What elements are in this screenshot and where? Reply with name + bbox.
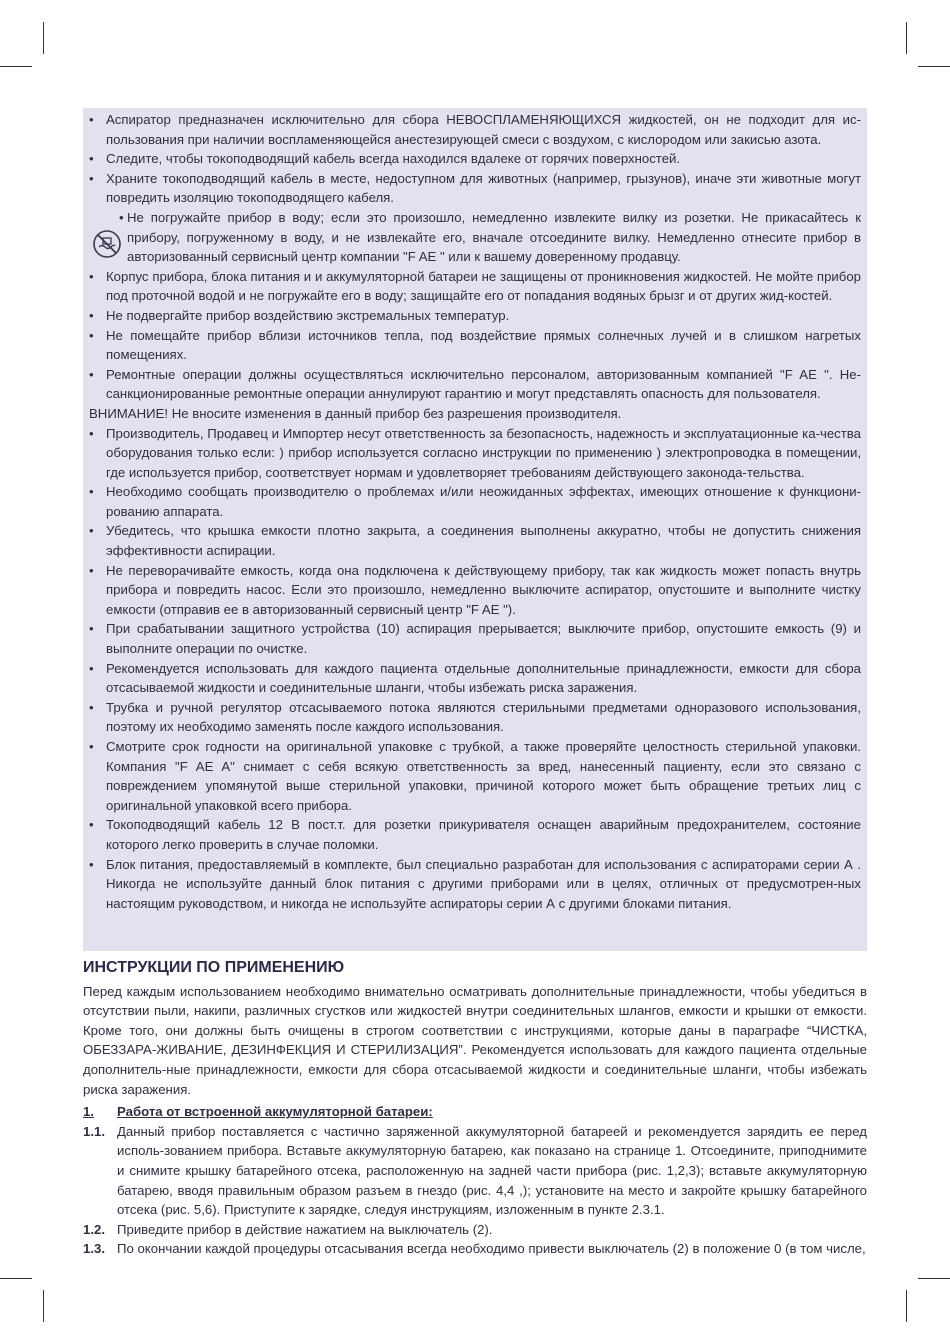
warning-item: • Не помещайте прибор вблизи источников тепла, под воздействие прямых солнечных лучей и в слишком нагретых помещениях. [89,327,861,363]
warning-item: • Токоподводящий кабель 12 В пост.т. для розетки прикуривателя оснащен аварийным предохранителем, состояние которого легко проверить в случае поломки. [89,817,861,852]
section-intro: Перед каждым использованием необходимо внимательно осматривать дополнительные принадлежности, чтобы убедиться в отсутствии пыли, накипи, различных сгустков или жидкостей внутри соединительных шлангов, емкости и крышки от емкости. Кроме того, они должны быть очищены в строгом соответствии с инструкциями, которые даны в параграфе “ЧИСТКА, ОБЕЗЗАРА-ЖИВАНИЕ, ДЕЗИНФЕКЦИЯ И СТЕРИЛИЗАЦИЯ”. Рекомендуется использовать для каждого пациента отдельные дополнитель-ные принадлежности, емкости для сбора отсасываемой жидкости и соединительные шланги, чтобы избежать риска заражения. [83,983,867,1097]
warnings-box [83,108,867,951]
warning-item-water: • Не погружайте прибор в воду; если это произошло, немедленно извлеките вилку из розетки. Не прикасайтесь к прибору, погруженному в воду, и не извлекайте его, вначале отсоедините вилку. Немедленно отнесите прибор в авторизованный сервисный центр компании "F AE " или к вашему доверенному продавцу. [119,209,861,265]
crop-mark [0,66,32,67]
warning-item: • Смотрите срок годности на оригинальной упаковке с трубкой, а также проверяйте целостность стерильной упаковки. Компания "F AE A" снимает с себя всякую ответственность за вред, нанесенный пациенту, если это связано с повреждением упомянутой выше стерильной упаковки, причиной которого может быть обращение третьих лиц с оригинальной упаковкой всего прибора. [89,739,861,813]
usage-instructions-section [83,958,867,1259]
warning-item: • При срабатывании защитного устройства (10) аспирация прерывается; выключите прибор, опустошите емкость (9) и выполните операции по очистке. [89,621,861,657]
crop-mark [906,1290,907,1322]
warning-item: • Необходимо сообщать производителю о проблемах и/или неожиданных эффектах, имеющих отношение к функциони-рованию аппарата. [89,484,861,519]
warning-item: • Аспиратор предназначен исключительно для сбора НЕВОСПЛАМЕНЯЮЩИХСЯ жидкостей, он не подходит для ис-пользования при наличии воспламеняющейся анестезирующей смеси с воздухом, с кислородом или закисью азота. [89,112,861,147]
crop-mark [43,1290,44,1322]
warning-item: • Производитель, Продавец и Импортер несут ответственность за безопасность, надежность и эксплуатационные ка-чества оборудования только если: ) прибор используется согласно инструкции по применению ) электропроводка в помещении, где используется прибор, соответствует нормам и удовлетворяет требованиям действующего законода-тельства. [89,425,861,480]
step-item [83,1239,867,1259]
warning-item: • Не переворачивайте емкость, когда она подключена к действующему прибору, так как жидкость может попасть внутрь прибора и повредить насос. Если это произошло, немедленно выключите аспиратор, опустошите и выполните чистку емкости (отправив ее в авторизованный сервисный центр "F AE "). [89,562,861,617]
step-text: По окончании каждой процедуры отсасывания всегда необходимо привести выключатель (2) в положение 0 (в том числе, [117,1241,866,1257]
crop-mark [0,1278,32,1279]
section-title: ИНСТРУКЦИИ ПО ПРИМЕНЕНИЮ [83,959,345,976]
warning-item: • Следите, чтобы токоподводящий кабель всегда находился вдалеке от горячих поверхностей. [89,151,681,167]
subsection-heading [83,1102,867,1122]
warning-item: • Не подвергайте прибор воздействию экстремальных температур. [89,307,510,323]
warning-item: • Блок питания, предоставляемый в комплекте, был специально разработан для использования с аспираторами серии А . Никогда не используйте данный блок питания с другими приборами или в целях, отличных от предусмотрен-ных настоящим руководством, и никогда не используйте аспираторы серии А с другими блоками питания. [89,856,861,911]
step-number: 1.2. [83,1221,105,1237]
warning-item: • Корпус прибора, блока питания и и аккумуляторной батареи не защищены от проникновения жидкостей. Не мойте прибор под проточной водой и не погружайте его в воду; защищайте его от попадания водяных брызг и от других жид-костей. [89,268,861,304]
warning-item: • Храните токоподводящий кабель в месте, недоступном для животных (например, грызунов), иначе эти животные могут повредить изоляцию токоподводящего кабеля. [89,170,861,206]
step-text: Данный прибор поставляется с частично заряженной аккумуляторной батареей и рекомендуется зарядить ее перед исполь-зованием прибора. Вставьте аккумуляторную батарею, как показано на странице 1. Отсоедините, приподнимите и снимите крышку батарейного отсека, расположенную на задней части прибора (рис. 1,2,3); вставьте аккумуляторную батарею, вводя правильным образом разъем в гнездо (рис. 4,4 ,); установите на место и закройте крышку батарейного отсека (рис. 5,6). Приступите к зарядке, следуя инструкциям, изложенным в пункте 2.3.1. [117,1123,867,1218]
crop-mark [43,22,44,54]
warning-item: • Рекомендуется использовать для каждого пациента отдельные дополнительные принадлежности, емкости для сбора отсасываемой жидкости и соединительные шланги, чтобы избежать риска заражения. [89,660,861,696]
crop-mark [918,66,950,67]
crop-mark [906,22,907,54]
step-text: Приведите прибор в действие нажатием на выключатель (2). [117,1221,493,1237]
warning-item: • Убедитесь, что крышка емкости плотно закрыта, а соединения выполнены аккуратно, чтобы не допустить снижения эффективности аспирации. [89,523,861,559]
step-number: 1.3. [83,1241,105,1257]
subsection-number: 1. [83,1104,94,1120]
step-number: 1.1. [83,1123,105,1139]
warning-item: • Ремонтные операции должны осуществляться исключительно персоналом, авторизованным компанией "F AE ". Не-санкционированные ремонтные операции аннулируют гарантию и могут представлять опасность для пользователя. [89,366,861,402]
crop-mark [918,1278,950,1279]
warning-item: • Трубка и ручной регулятор отсасываемого потока являются стерильными предметами одноразового использования, поэтому их необходимо заменять после каждого использования. [89,699,861,735]
step-item [83,1122,867,1220]
warning-attention: ВНИМАНИЕ! Не вносите изменения в данный прибор без разрешения производителя. [89,405,622,421]
subsection-title: Работа от встроенной аккумуляторной батареи: [117,1104,433,1120]
step-item [83,1220,867,1240]
